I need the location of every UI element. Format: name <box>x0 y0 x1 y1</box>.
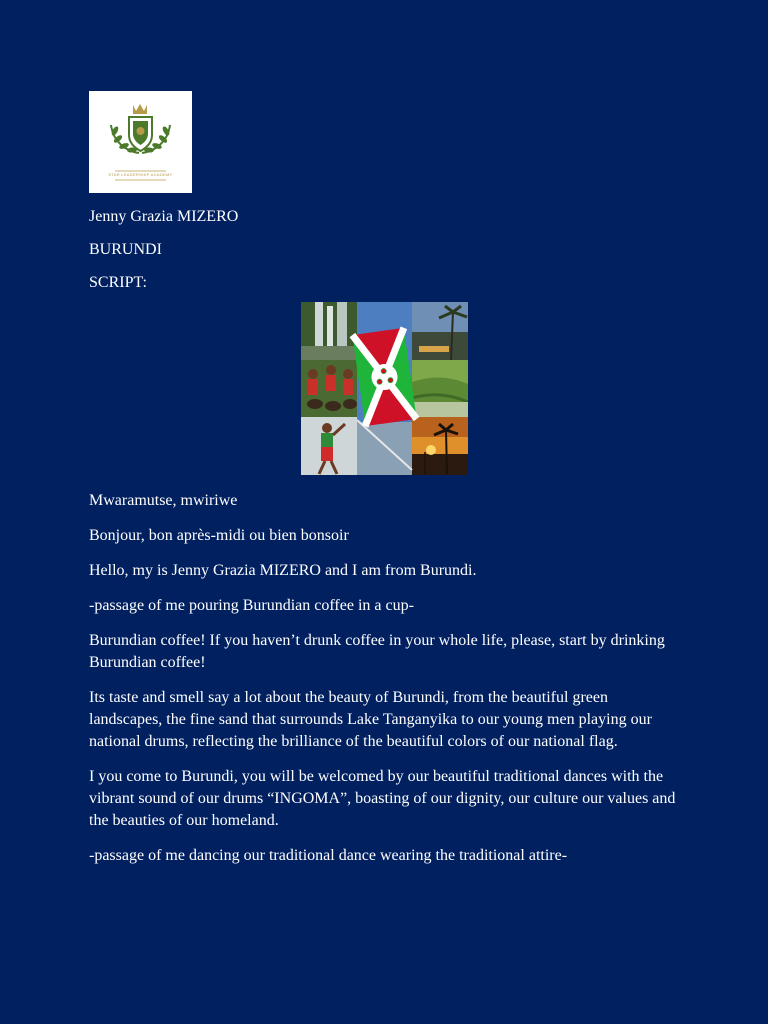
greeting-kirundi: Mwaramutse, mwiriwe <box>89 492 238 509</box>
burundi-collage-image <box>301 302 468 475</box>
script-body <box>89 490 679 880</box>
author-name: Jenny Grazia MIZERO <box>89 208 239 225</box>
welcome-paragraph: I you come to Burundi, you will be welcomed by our beautiful traditional dances with the vibrant sound of our drums “INGOMA”, boasting of our dignity, our culture our values and the beauties of our homeland. <box>89 768 676 829</box>
logo-caption: STAR LEADERSHIP ACADEMY <box>108 172 173 177</box>
palm-trees-photo <box>412 302 468 360</box>
script-label: SCRIPT: <box>89 274 147 291</box>
green-landscape-photo <box>412 360 468 417</box>
dancer-photo <box>301 417 357 475</box>
drummers-photo <box>301 360 357 417</box>
coffee-paragraph: Burundian coffee! If you haven’t drunk coffee in your whole life, please, start by drinking Burundian coffee! <box>89 632 665 671</box>
stage-direction-coffee: -passage of me pouring Burundian coffee in a cup- <box>89 597 414 614</box>
greeting-french: Bonjour, bon après-midi ou bien bonsoir <box>89 527 349 544</box>
academy-logo <box>89 91 192 193</box>
self-introduction: Hello, my is Jenny Grazia MIZERO and I am from Burundi. <box>89 562 477 579</box>
stage-direction-dance: -passage of me dancing our traditional dance wearing the traditional attire- <box>89 847 568 864</box>
lake-sunset-photo <box>412 417 468 475</box>
burundi-flag-icon <box>352 302 416 475</box>
country-heading: BURUNDI <box>89 241 162 258</box>
beauty-paragraph: Its taste and smell say a lot about the beauty of Burundi, from the beautiful green landscapes, the fine sand that surrounds Lake Tanganyika to our young men playing our national drums, reflecting the brilliance of the beautiful colors of our national flag. <box>89 689 652 750</box>
crest-icon <box>89 91 192 193</box>
waterfall-photo <box>301 302 357 360</box>
